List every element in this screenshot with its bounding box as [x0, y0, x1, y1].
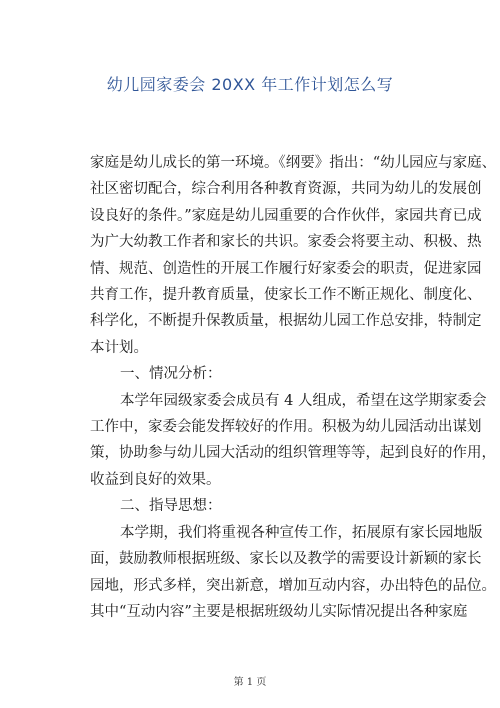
section-heading: 一、情况分析：	[120, 366, 222, 383]
body-line: 其中“互动内容”主要是根据班级幼儿实际情况提出各种家庭	[90, 603, 468, 620]
body-line: 家庭是幼儿成长的第一环境。《纲要》指出：“幼儿园应与家庭、	[90, 155, 497, 171]
body-line: 策，协助参与幼儿园大活动的组织管理等等，起到良好的作用，	[90, 445, 496, 462]
body-line: 本计划。	[90, 339, 148, 356]
section-heading: 二、指导思想：	[120, 498, 222, 515]
body-line: 设良好的条件。”家庭是幼儿园重要的合作伙伴，家园共育已成	[90, 207, 482, 224]
body-line: 面，鼓励教师根据班级、家长以及教学的需要设计新颖的家长	[90, 551, 482, 568]
page-number: 第 1 页	[233, 677, 267, 688]
body-line: 为广大幼教工作者和家长的共识。家委会将要主动、积极、热	[90, 234, 482, 251]
body-line: 收益到良好的效果。	[90, 471, 221, 488]
body-line: 本学年园级家委会成员有 4 人组成，希望在这学期家委会	[120, 392, 487, 409]
body-line: 共育工作，提升教育质量，使家长工作不断正规化、制度化、	[90, 287, 482, 304]
body-line: 园地，形式多样，突出新意，增加互动内容，办出特色的品位。	[90, 577, 496, 594]
body-line: 社区密切配合，综合利用各种教育资源，共同为幼儿的发展创	[90, 181, 482, 198]
document-body	[90, 150, 497, 625]
document-title: 幼儿园家委会 20XX 年工作计划怎么写	[106, 75, 394, 94]
body-line: 科学化，不断提升保教质量，根据幼儿园工作总安排，特制定	[90, 313, 482, 330]
body-line: 情、规范、创造性的开展工作履行好家委会的职责，促进家园	[90, 260, 482, 277]
body-line: 本学期，我们将重视各种宣传工作，拓展原有家长园地版	[120, 524, 483, 541]
body-line: 工作中，家委会能发挥较好的作用。积极为幼儿园活动出谋划	[90, 419, 482, 436]
